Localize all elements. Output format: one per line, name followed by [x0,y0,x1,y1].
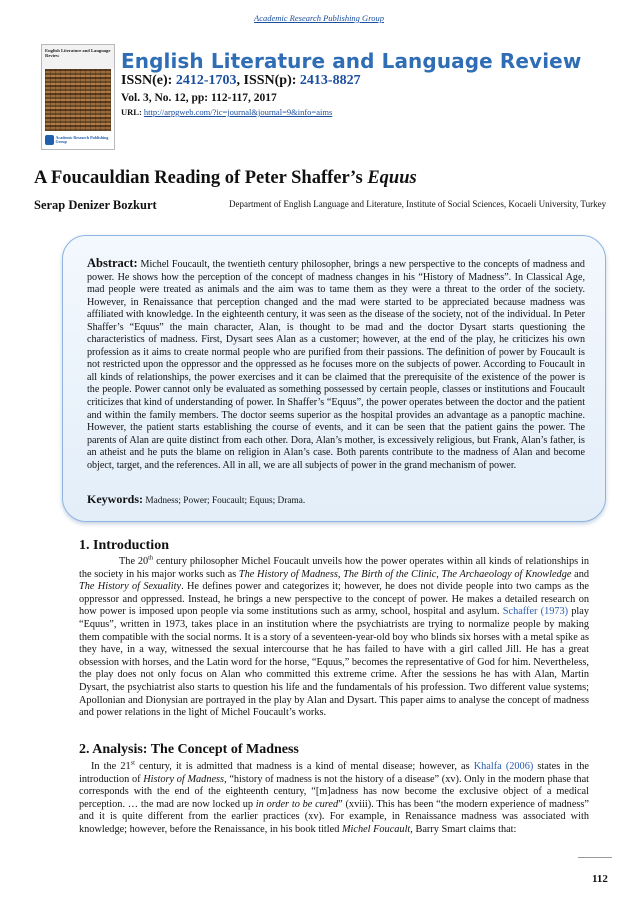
volume-info: Vol. 3, No. 12, pp: 112-117, 2017 [121,92,277,104]
citation-link-schaffer[interactable]: Schaffer (1973) [502,606,569,618]
url-line [121,107,332,117]
issn-line [121,73,361,89]
article-title-main: A Foucauldian Reading of Peter Shaffer’s [34,168,368,188]
cover-title: English Literature and Language Review [42,45,114,69]
footer-rule [578,857,612,858]
abstract-label: Abstract: [87,256,138,270]
publisher-link[interactable]: Academic Research Publishing Group [254,13,384,23]
issn-p-value: 2413-8827 [299,73,361,88]
keywords-label: Keywords: [87,492,143,506]
keywords-list: Madness; Power; Foucault; Equus; Drama. [145,496,306,506]
journal-title: English Literature and Language Review [121,49,582,73]
publisher-logo-icon [45,135,54,145]
keywords [87,493,585,507]
article-title-italic: Equus [367,168,417,188]
cover-logo-text: Academic Research Publishing Group [55,134,109,144]
author-affiliation: Department of English Language and Literature, Institute of Social Sciences, Kocaeli University, Turkey [229,199,607,209]
issn-e-label: ISSN(e): [121,73,176,88]
journal-url-link[interactable]: http://arpgweb.com/?ic=journal&journal=9&info=aims [143,107,333,117]
cover-library-photo [45,69,111,131]
analysis-paragraph: In the 21st century, it is admitted that madness is a kind of mental disease; however, as Khalfa (2006) states in the introduction of History of Madness, “history of madness is not the history of a disease” (xv). Only in the modern phase that corresponds with the end of the eighteenth century, “[m]adness has now become the exclusive object of a medical perception. … the mad are now locked up in order to be cured” (xviii). This has been “the modern experience of madness” and it is quite different from the earlier practices (xv). For example, in Renaissance madness was associated with knowledge; however, before the Renaissance, in his book titled Michel Foucault, Barry Smart claims that: [79,759,590,835]
abstract-text: Michel Foucault, the twentieth century philosopher, brings a new perspective to the concepts of madness and power. He shows how the perception of the concept of madness changes in his “History of Madness”. In Classical Age, mad people were treated as animals and the aim was to tame them as they were a threat to the order of the society. However, in Renaissance that perception changed and the mad were started to be appreciated because madness was affiliated with knowledge. In the eighteenth century, it was seen as the disease of the society, not of the individual. In Peter Shaffer’s “Equus” the main character, Alan, is thought to be mad and the doctor Dysart starts questioning the characteristics of madness. First, Dysart sees Alan as a customer; however, at the end of the play, he criticizes his own profession as it aims to create normal people who are purified from their passions. The definition of power by Foucault is not restricted upon the oppressor and the oppressed as he focuses more on the subjects of power. According to Foucault in all kinds of relationships, the power exercises and it can be claimed that the prerequisite of the existence of the power is the people. Power cannot only be evaluated as something possessed by certain people, classes or institutions and Foucault criticizes that kind of understanding of power. In Shaffer’s “Equus”, the power operates between the doctor and the patient and within the family members. The doctor seems superior as the hospital provides an advantage as a panoptic machine. However, the patient starts establishing the course of events, and it can be seen that the patient gains the power. The parents of Alan are quite distinct from each other. Dora, Alan’s mother, is excessively religious, but Frank, Alan’s father, is an atheist and he puts the blame on religion in Alan’s case. Both parents contribute to the madness of Alan and become object, target, and the references. All in all, we are all subjects of power in the grand mechanism of power. [87,259,585,471]
page-number: 112 [592,873,608,885]
issn-p-label: , ISSN(p): [236,73,300,88]
cover-logo [45,134,111,146]
citation-link-khalfa[interactable]: Khalfa (2006) [473,761,534,772]
journal-cover-image [41,44,115,150]
url-label: URL: [121,107,144,117]
article-title [34,168,614,189]
introduction-paragraph: The 20th century philosopher Michel Foucault unveils how the power operates within all kinds of relationships in the society in his major works such as The History of Madness, The Birth of the Clinic, The Archaeology of Knowledge and The History of Sexuality. He defines power and categorizes it; however, he does not divide people into two camps as the oppressor and oppressed. Instead, he brings a new perspective to the concept of power. He makes a detailed research on how power is imposed upon people via some institutions such as army, school, hospital and asylum. Schaffer (1973) play “Equus”, written in 1973, takes place in an institution where the psychiatrists are trying to normalize people by making them compatible with the social norms. It is a story of a seventeen-year-old boy who blinds six horses with a metal spike as they have, in a way, witnessed the sexual intercourse that he has failed to have with a girl called Jill. He has a great obsession with horses, and the Latin word for the horse, “Equus,” becomes the representative of God for him. Nevertheless, the play does not only focus on Alan who committed this extreme crime. After the sessions he has with Alan, Martin Dysart, the psychiatrist also starts to question his life and the fundamentals of his profession. Two different value systems; Apollonian and Dionysian are portrayed in the play by Alan and Dysart. This paper aims to analyse the concept of madness and power relations in the light of Michel Foucault’s works. [79,554,589,719]
section-heading-introduction: 1. Introduction [79,538,169,553]
issn-e-value: 2412-1703 [175,73,237,88]
abstract [87,257,585,472]
section-heading-analysis: 2. Analysis: The Concept of Madness [79,742,299,757]
author-name: Serap Denizer Bozkurt [34,198,157,212]
